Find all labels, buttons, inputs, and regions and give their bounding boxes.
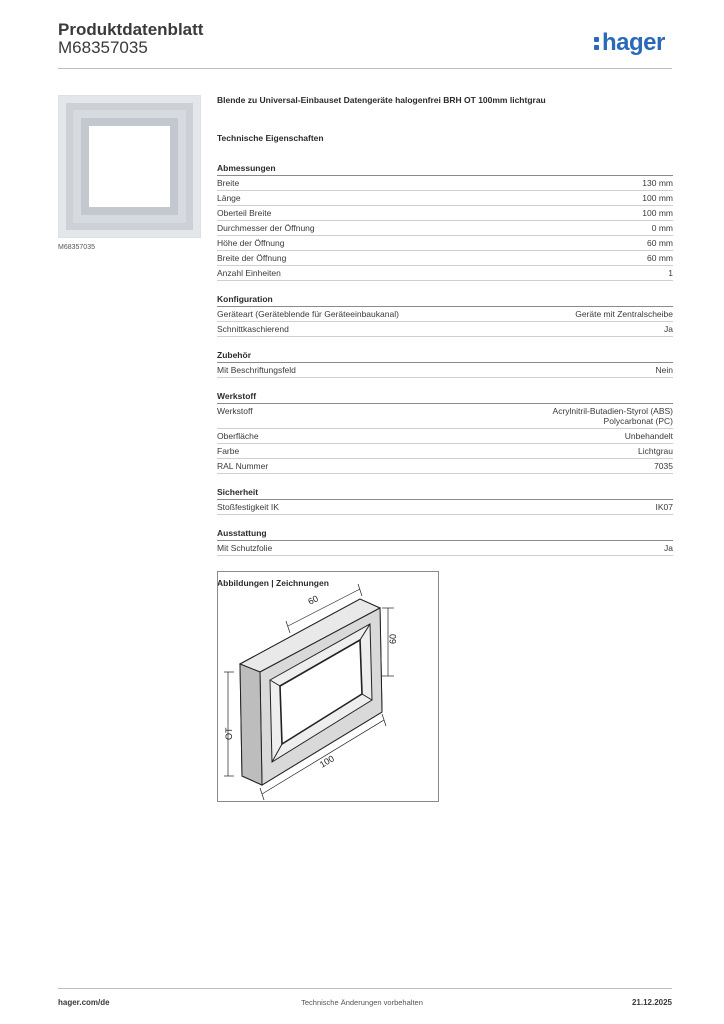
- section-heading: Zubehör: [217, 350, 673, 363]
- spec-row: [217, 236, 673, 251]
- spec-value: IK07: [655, 502, 673, 512]
- spec-label: Höhe der Öffnung: [217, 238, 285, 248]
- spec-row: [217, 251, 673, 266]
- spec-row: [217, 322, 673, 337]
- spec-value: Lichtgrau: [638, 446, 673, 456]
- product-photo: [58, 95, 201, 238]
- footer-divider: [58, 988, 672, 989]
- spec-label: Geräteart (Geräteblende für Geräteeinbaukanal): [217, 309, 399, 319]
- dim-label-height: 60: [388, 633, 398, 644]
- spec-label: Durchmesser der Öffnung: [217, 223, 315, 233]
- dim-label-length: 100: [317, 753, 336, 770]
- spec-value: 100 mm: [642, 193, 673, 203]
- spec-row: [217, 176, 673, 191]
- spec-row: [217, 459, 673, 474]
- spec-row: [217, 541, 673, 556]
- spec-value: 0 mm: [651, 223, 673, 233]
- section-heading: Konfiguration: [217, 294, 673, 307]
- footer-note: Technische Änderungen vorbehalten: [301, 998, 423, 1007]
- spec-label: RAL Nummer: [217, 461, 269, 471]
- drawing-svg: [218, 572, 438, 801]
- spec-row: [217, 404, 673, 429]
- spec-label: Stoßfestigkeit IK: [217, 502, 279, 512]
- spec-row: [217, 221, 673, 236]
- spec-row: [217, 307, 673, 322]
- spec-value: 130 mm: [642, 178, 673, 188]
- spec-value: 60 mm: [647, 253, 673, 263]
- spec-label: Werkstoff: [217, 406, 253, 416]
- section-heading: Werkstoff: [217, 391, 673, 404]
- dim-label-width: 60: [306, 593, 320, 607]
- spec-label: Anzahl Einheiten: [217, 268, 281, 278]
- spec-value: 100 mm: [642, 208, 673, 218]
- page-title: Produktdatenblatt: [58, 20, 204, 39]
- spec-value: Unbehandelt: [624, 431, 673, 441]
- spec-label: Oberfläche: [217, 431, 259, 441]
- spec-value: 60 mm: [647, 238, 673, 248]
- spec-label: Länge: [217, 193, 241, 203]
- tech-properties-title: Technische Eigenschaften: [217, 133, 324, 143]
- footer-date: 21.12.2025: [631, 998, 672, 1007]
- photo-caption: M68357035: [58, 244, 95, 251]
- spec-content: [217, 95, 673, 588]
- spec-row: [217, 191, 673, 206]
- spec-label: Breite: [217, 178, 240, 188]
- header-divider: [58, 68, 672, 69]
- spec-row: [217, 429, 673, 444]
- spec-row: [217, 266, 673, 281]
- section-heading: Ausstattung: [217, 528, 673, 541]
- section-heading: Sicherheit: [217, 487, 673, 500]
- spec-label: Breite der Öffnung: [217, 253, 287, 263]
- logo-dots-icon: [594, 34, 600, 53]
- technical-drawing: [217, 571, 439, 802]
- spec-value: Nein: [655, 365, 673, 375]
- spec-value: Acrylnitril-Butadien-Styrol (ABS) Polycarbonat (PC): [552, 406, 673, 426]
- spec-value: Geräte mit Zentralscheibe: [575, 309, 673, 319]
- frame-side-face: [240, 664, 262, 785]
- hager-logo: [594, 29, 665, 57]
- spec-value: 1: [668, 268, 673, 278]
- spec-label: Mit Beschriftungsfeld: [217, 365, 296, 375]
- spec-label: Farbe: [217, 446, 240, 456]
- spec-row: [217, 444, 673, 459]
- logo-text: hager: [602, 29, 665, 56]
- dim-label-ot: OT: [224, 727, 234, 740]
- spec-row: [217, 363, 673, 378]
- spec-row: [217, 206, 673, 221]
- spec-value: Ja: [664, 324, 673, 334]
- spec-label: Mit Schutzfolie: [217, 543, 273, 553]
- section-heading: Abmessungen: [217, 163, 673, 176]
- spec-value: Ja: [664, 543, 673, 553]
- product-description: Blende zu Universal-Einbauset Datengeräte halogenfrei BRH OT 100mm lichtgrau: [217, 95, 546, 105]
- spec-sections: [217, 163, 673, 556]
- spec-row: [217, 500, 673, 515]
- spec-label: Schnittkaschierend: [217, 324, 289, 334]
- figures-title: Abbildungen | Zeichnungen: [217, 578, 329, 588]
- spec-value: 7035: [654, 461, 673, 471]
- product-number: M68357035: [58, 38, 148, 57]
- footer-website[interactable]: hager.com/de: [58, 998, 110, 1007]
- spec-label: Oberteil Breite: [217, 208, 272, 218]
